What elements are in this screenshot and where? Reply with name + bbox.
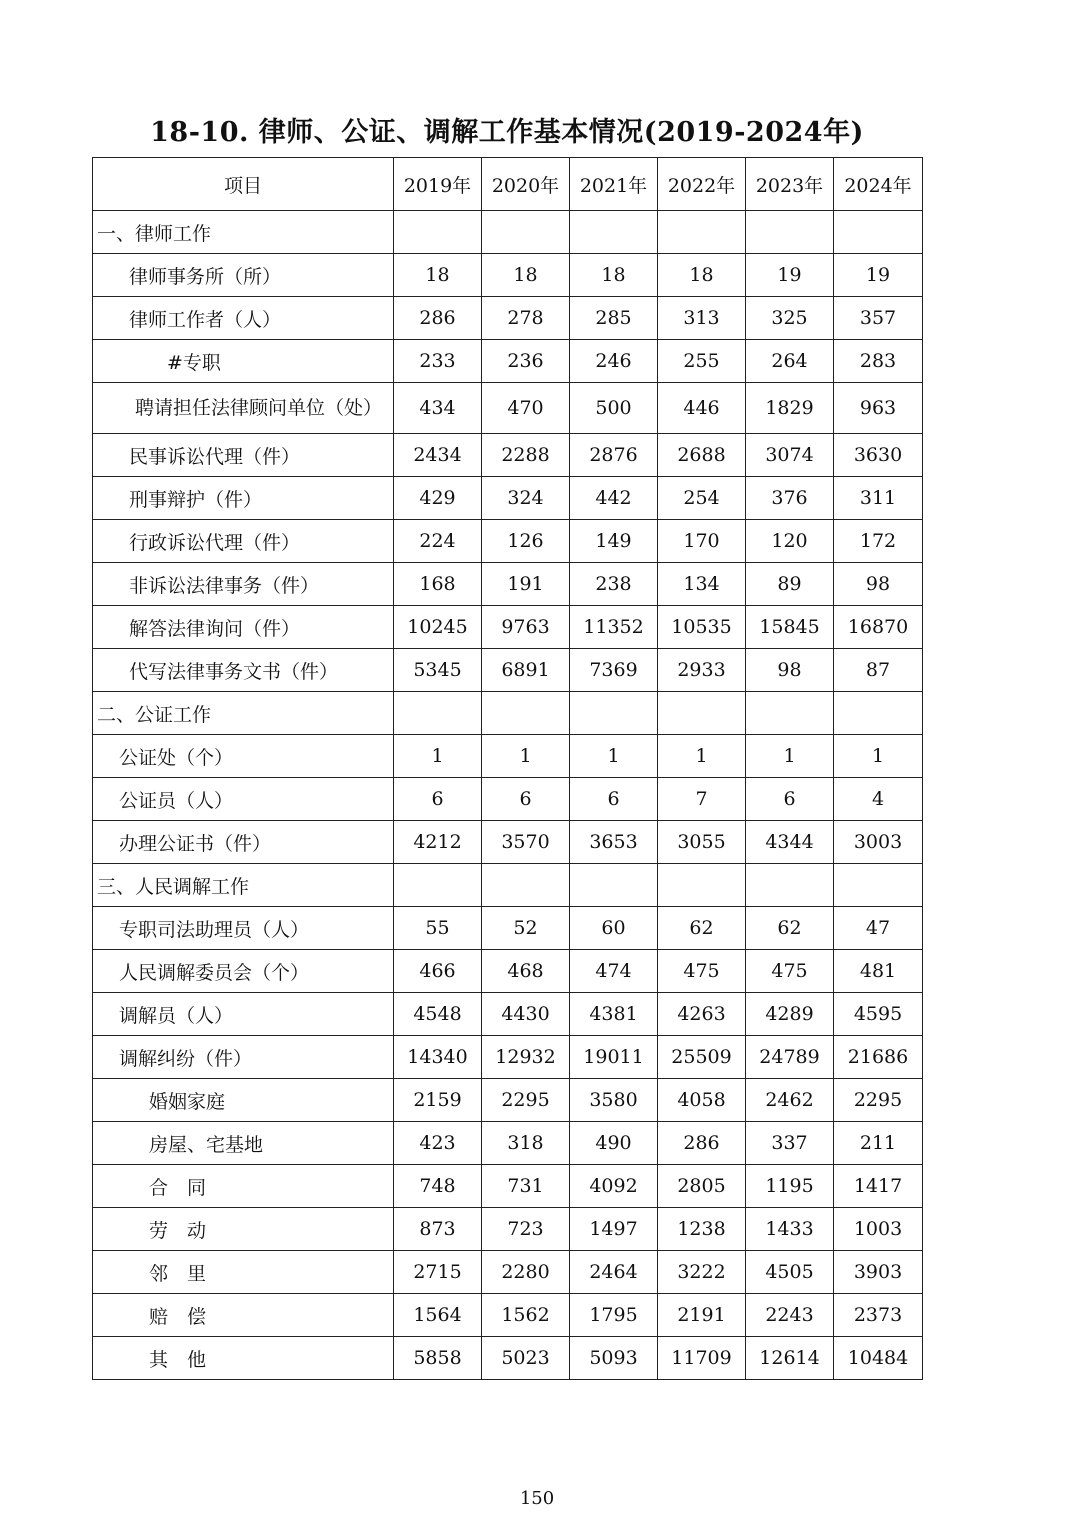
table-cell: 873 — [394, 1208, 482, 1251]
table-cell: 2191 — [658, 1294, 746, 1337]
row-label: 律师事务所（所） — [93, 254, 394, 297]
table-cell: 21686 — [834, 1036, 923, 1079]
table-cell — [834, 211, 923, 254]
table-cell: 474 — [570, 950, 658, 993]
table-body — [93, 211, 923, 1380]
table-row — [93, 434, 923, 477]
table-cell: 6891 — [482, 649, 570, 692]
column-header: 2021年 — [570, 158, 658, 211]
table-cell: 468 — [482, 950, 570, 993]
table-cell: 170 — [658, 520, 746, 563]
row-label: 房屋、宅基地 — [93, 1122, 394, 1165]
table-cell: 376 — [746, 477, 834, 520]
table-row — [93, 864, 923, 907]
table-cell — [834, 864, 923, 907]
table-cell: 3653 — [570, 821, 658, 864]
page-title: 18-10. 律师、公证、调解工作基本情况(2019-2024年) — [150, 117, 864, 148]
table-cell: 9763 — [482, 606, 570, 649]
table-row — [93, 821, 923, 864]
table-cell: 2805 — [658, 1165, 746, 1208]
table-header-row — [93, 158, 923, 211]
table-cell: 318 — [482, 1122, 570, 1165]
table-cell: 24789 — [746, 1036, 834, 1079]
table-cell: 55 — [394, 907, 482, 950]
table-cell: 442 — [570, 477, 658, 520]
table-cell: 264 — [746, 340, 834, 383]
table-cell: 1 — [394, 735, 482, 778]
table-row — [93, 1122, 923, 1165]
table-cell: 2434 — [394, 434, 482, 477]
table-cell: 18 — [394, 254, 482, 297]
row-label: 专职司法助理员（人） — [93, 907, 394, 950]
column-header: 2024年 — [834, 158, 923, 211]
table-cell: 1 — [834, 735, 923, 778]
table-cell: 12932 — [482, 1036, 570, 1079]
table-row — [93, 254, 923, 297]
table-cell — [394, 211, 482, 254]
table-cell: 4595 — [834, 993, 923, 1036]
table-cell: 12614 — [746, 1337, 834, 1380]
table-cell — [746, 211, 834, 254]
table-cell: 500 — [570, 383, 658, 434]
table-cell: 3074 — [746, 434, 834, 477]
table-cell: 324 — [482, 477, 570, 520]
table-row — [93, 297, 923, 340]
table-cell: 325 — [746, 297, 834, 340]
row-label: 刑事辩护（件） — [93, 477, 394, 520]
table-cell: 1829 — [746, 383, 834, 434]
table-cell: 5093 — [570, 1337, 658, 1380]
table-cell: 1 — [658, 735, 746, 778]
table-cell: 4381 — [570, 993, 658, 1036]
table-cell — [658, 692, 746, 735]
table-cell: 4212 — [394, 821, 482, 864]
table-cell: 191 — [482, 563, 570, 606]
table-cell — [394, 692, 482, 735]
table-cell: 233 — [394, 340, 482, 383]
table-cell: 18 — [482, 254, 570, 297]
table-cell: 1497 — [570, 1208, 658, 1251]
table-cell: 3903 — [834, 1251, 923, 1294]
table-row — [93, 606, 923, 649]
table-cell: 1195 — [746, 1165, 834, 1208]
table-cell: 224 — [394, 520, 482, 563]
table-cell: 149 — [570, 520, 658, 563]
table-cell: 2462 — [746, 1079, 834, 1122]
table-cell: 1564 — [394, 1294, 482, 1337]
table-cell: 11352 — [570, 606, 658, 649]
table-cell: 15845 — [746, 606, 834, 649]
table-cell: 2464 — [570, 1251, 658, 1294]
column-header: 2023年 — [746, 158, 834, 211]
table-cell: 475 — [746, 950, 834, 993]
table-cell: 1 — [570, 735, 658, 778]
table-cell: 236 — [482, 340, 570, 383]
column-header: 2020年 — [482, 158, 570, 211]
table-cell: 4 — [834, 778, 923, 821]
table-cell: 3570 — [482, 821, 570, 864]
table-row — [93, 649, 923, 692]
table-cell: 5858 — [394, 1337, 482, 1380]
table-row — [93, 1036, 923, 1079]
table-cell: 172 — [834, 520, 923, 563]
table-cell — [658, 864, 746, 907]
row-label: 赔 偿 — [93, 1294, 394, 1337]
table-cell: 6 — [482, 778, 570, 821]
table-cell: 2159 — [394, 1079, 482, 1122]
table-cell: 286 — [658, 1122, 746, 1165]
table-cell: 283 — [834, 340, 923, 383]
table-cell: 423 — [394, 1122, 482, 1165]
table-cell — [746, 692, 834, 735]
row-label: 公证员（人） — [93, 778, 394, 821]
table-cell: 211 — [834, 1122, 923, 1165]
table-cell: 18 — [570, 254, 658, 297]
table-cell: 481 — [834, 950, 923, 993]
table-cell: 52 — [482, 907, 570, 950]
row-label: 调解纠纷（件） — [93, 1036, 394, 1079]
table-cell: 6 — [394, 778, 482, 821]
row-label: 劳 动 — [93, 1208, 394, 1251]
table-cell: 7369 — [570, 649, 658, 692]
row-label: 一、律师工作 — [93, 211, 394, 254]
table-cell: 466 — [394, 950, 482, 993]
table-cell: 475 — [658, 950, 746, 993]
table-cell: 6 — [746, 778, 834, 821]
table-cell: 246 — [570, 340, 658, 383]
row-label: 调解员（人） — [93, 993, 394, 1036]
table-cell: 4548 — [394, 993, 482, 1036]
table-cell: 87 — [834, 649, 923, 692]
row-label: 代写法律事务文书（件） — [93, 649, 394, 692]
table-cell — [834, 692, 923, 735]
table-cell: 168 — [394, 563, 482, 606]
table-row — [93, 520, 923, 563]
table-row — [93, 1208, 923, 1251]
table-cell — [482, 692, 570, 735]
page-number: 150 — [519, 1488, 555, 1509]
table-cell — [570, 692, 658, 735]
row-label: 其 他 — [93, 1337, 394, 1380]
row-label: #专职 — [93, 340, 394, 383]
table-cell: 3630 — [834, 434, 923, 477]
table-cell: 1 — [746, 735, 834, 778]
table-cell: 446 — [658, 383, 746, 434]
table-cell — [570, 211, 658, 254]
table-cell: 2295 — [482, 1079, 570, 1122]
table-cell: 3003 — [834, 821, 923, 864]
table-cell: 313 — [658, 297, 746, 340]
row-label: 民事诉讼代理（件） — [93, 434, 394, 477]
table-cell: 4263 — [658, 993, 746, 1036]
statistics-table — [92, 157, 923, 1380]
table-cell: 2688 — [658, 434, 746, 477]
table-cell: 2280 — [482, 1251, 570, 1294]
table-row — [93, 383, 923, 434]
table-cell: 434 — [394, 383, 482, 434]
row-label: 行政诉讼代理（件） — [93, 520, 394, 563]
table-cell: 3222 — [658, 1251, 746, 1294]
table-cell: 311 — [834, 477, 923, 520]
table-cell: 2933 — [658, 649, 746, 692]
table-row — [93, 340, 923, 383]
table-row — [93, 477, 923, 520]
table-row — [93, 692, 923, 735]
table-cell: 62 — [746, 907, 834, 950]
table-row — [93, 1165, 923, 1208]
table-cell — [570, 864, 658, 907]
row-label: 婚姻家庭 — [93, 1079, 394, 1122]
table-row — [93, 735, 923, 778]
table-cell: 6 — [570, 778, 658, 821]
table-cell: 255 — [658, 340, 746, 383]
table-cell: 4344 — [746, 821, 834, 864]
table-cell: 2243 — [746, 1294, 834, 1337]
table-cell: 134 — [658, 563, 746, 606]
table-cell: 3055 — [658, 821, 746, 864]
table-cell: 963 — [834, 383, 923, 434]
table-cell: 254 — [658, 477, 746, 520]
table-row — [93, 993, 923, 1036]
table-cell: 1003 — [834, 1208, 923, 1251]
table-cell: 126 — [482, 520, 570, 563]
table-cell: 25509 — [658, 1036, 746, 1079]
table-cell: 278 — [482, 297, 570, 340]
table-row — [93, 907, 923, 950]
row-label: 合 同 — [93, 1165, 394, 1208]
table-cell — [746, 864, 834, 907]
column-header: 2022年 — [658, 158, 746, 211]
table-row — [93, 778, 923, 821]
table-row — [93, 1251, 923, 1294]
table-cell: 4289 — [746, 993, 834, 1036]
row-label: 解答法律询问（件） — [93, 606, 394, 649]
table-cell: 16870 — [834, 606, 923, 649]
column-header: 项目 — [93, 158, 394, 211]
table-cell: 2288 — [482, 434, 570, 477]
table-cell: 238 — [570, 563, 658, 606]
table-cell: 1417 — [834, 1165, 923, 1208]
table-cell: 10535 — [658, 606, 746, 649]
table-cell: 11709 — [658, 1337, 746, 1380]
table-cell: 47 — [834, 907, 923, 950]
table-cell: 10245 — [394, 606, 482, 649]
row-label: 公证处（个） — [93, 735, 394, 778]
table-cell: 2876 — [570, 434, 658, 477]
row-label: 办理公证书（件） — [93, 821, 394, 864]
row-label: 二、公证工作 — [93, 692, 394, 735]
table-cell: 19011 — [570, 1036, 658, 1079]
table-cell: 5023 — [482, 1337, 570, 1380]
table-row — [93, 1337, 923, 1380]
table-cell: 4505 — [746, 1251, 834, 1294]
table-cell: 2715 — [394, 1251, 482, 1294]
table-row — [93, 1079, 923, 1122]
table-row — [93, 950, 923, 993]
table-cell: 285 — [570, 297, 658, 340]
table-cell: 1238 — [658, 1208, 746, 1251]
column-header: 2019年 — [394, 158, 482, 211]
row-label: 三、人民调解工作 — [93, 864, 394, 907]
table-cell: 19 — [746, 254, 834, 297]
table-cell: 89 — [746, 563, 834, 606]
table-cell: 10484 — [834, 1337, 923, 1380]
table-cell: 1562 — [482, 1294, 570, 1337]
table-cell: 357 — [834, 297, 923, 340]
table-cell: 470 — [482, 383, 570, 434]
table-cell: 98 — [746, 649, 834, 692]
row-label: 律师工作者（人） — [93, 297, 394, 340]
table-cell: 1 — [482, 735, 570, 778]
table-cell: 120 — [746, 520, 834, 563]
table-cell: 286 — [394, 297, 482, 340]
table-cell: 98 — [834, 563, 923, 606]
table-cell — [482, 211, 570, 254]
table-cell: 2295 — [834, 1079, 923, 1122]
table-cell: 2373 — [834, 1294, 923, 1337]
table-cell: 731 — [482, 1165, 570, 1208]
row-label: 聘请担任法律顾问单位（处） — [93, 383, 394, 434]
table-cell: 748 — [394, 1165, 482, 1208]
table-cell — [394, 864, 482, 907]
table-cell: 490 — [570, 1122, 658, 1165]
table-cell — [482, 864, 570, 907]
table-cell: 3580 — [570, 1079, 658, 1122]
table-cell: 429 — [394, 477, 482, 520]
table-cell: 1795 — [570, 1294, 658, 1337]
table-row — [93, 1294, 923, 1337]
table-cell: 1433 — [746, 1208, 834, 1251]
table-cell: 4092 — [570, 1165, 658, 1208]
table-cell: 14340 — [394, 1036, 482, 1079]
table-cell: 723 — [482, 1208, 570, 1251]
table-row — [93, 211, 923, 254]
row-label: 非诉讼法律事务（件） — [93, 563, 394, 606]
table-cell: 4430 — [482, 993, 570, 1036]
row-label: 人民调解委员会（个） — [93, 950, 394, 993]
row-label: 邻 里 — [93, 1251, 394, 1294]
table-cell: 19 — [834, 254, 923, 297]
table-cell: 4058 — [658, 1079, 746, 1122]
table-cell: 7 — [658, 778, 746, 821]
table-cell: 337 — [746, 1122, 834, 1165]
table-cell — [658, 211, 746, 254]
table-cell: 18 — [658, 254, 746, 297]
table-row — [93, 563, 923, 606]
table-cell: 62 — [658, 907, 746, 950]
table-cell: 60 — [570, 907, 658, 950]
table-cell: 5345 — [394, 649, 482, 692]
